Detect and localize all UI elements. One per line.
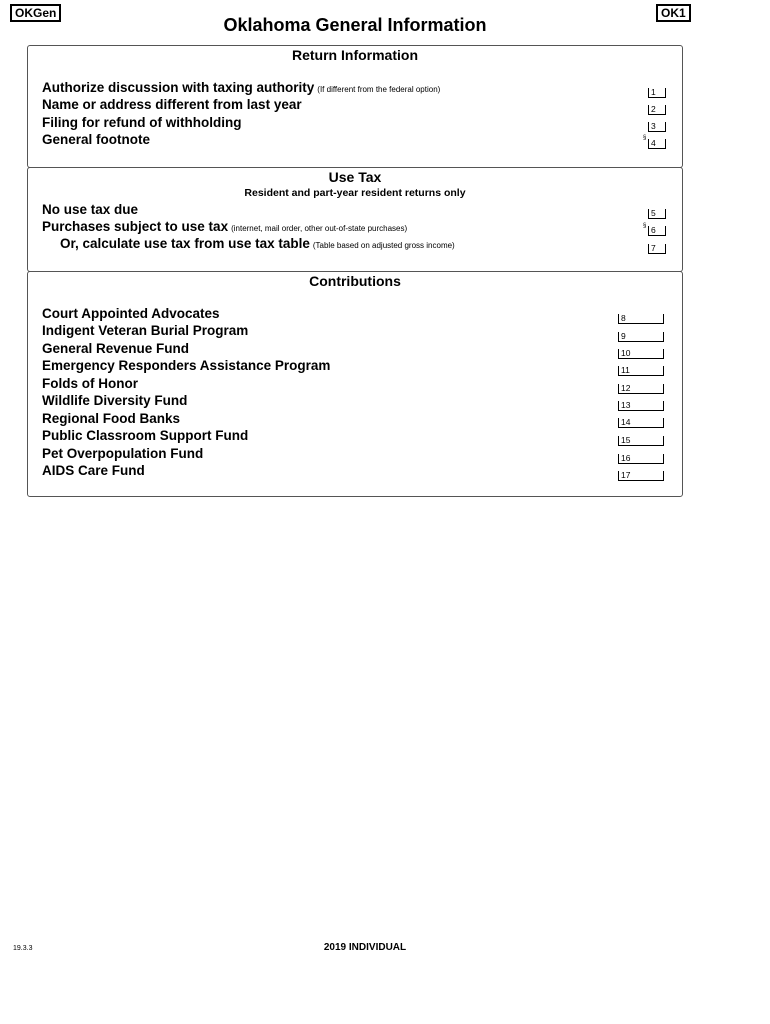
field-box-13[interactable] (618, 401, 664, 411)
field-box-12[interactable] (618, 384, 664, 394)
field-number: 3 (651, 121, 656, 131)
row-label-authorize-discussion (42, 80, 440, 95)
row-label-general-revenue-fund (42, 341, 189, 356)
row-label-text: Purchases subject to use tax (42, 219, 229, 234)
row-label-text: No use tax due (42, 202, 139, 217)
footnote-marker: § (643, 135, 647, 141)
field-number: 11 (621, 365, 630, 375)
use-tax-section (27, 167, 683, 272)
form-tag-ok1: OK1 (656, 4, 691, 22)
row-label-emergency-responders (42, 358, 330, 373)
page-title: Oklahoma General Information (223, 15, 487, 35)
row-label-text: Pet Overpopulation Fund (42, 446, 204, 461)
field-number: 9 (621, 331, 626, 341)
field-box-7[interactable] (648, 244, 666, 254)
row-label-text: Or, calculate use tax from use tax table (60, 236, 310, 251)
row-label-public-classroom-support (42, 428, 248, 443)
field-number: 7 (651, 243, 656, 253)
row-note: (internet, mail order, other out-of-state purchases) (231, 224, 408, 233)
row-label-folds-of-honor (42, 376, 138, 391)
field-box-1[interactable] (648, 88, 666, 98)
field-box-9[interactable] (618, 332, 664, 342)
row-label-pet-overpopulation-fund (42, 446, 203, 461)
field-number: 5 (651, 208, 656, 218)
row-label-court-appointed-advocates (42, 306, 220, 321)
row-label-name-address-different (42, 97, 302, 112)
contributions-section (27, 271, 683, 497)
form-tag-okgen: OKGen (10, 4, 61, 22)
field-box-17[interactable] (618, 471, 664, 481)
field-box-6[interactable] (648, 226, 666, 236)
field-box-15[interactable] (618, 436, 664, 446)
row-label-text: Indigent Veteran Burial Program (42, 323, 249, 338)
row-note: (Table based on adjusted gross income) (312, 241, 455, 250)
row-label-text: Public Classroom Support Fund (42, 428, 249, 443)
field-box-2[interactable] (648, 105, 666, 115)
field-box-4[interactable] (648, 139, 666, 149)
row-label-text: Name or address different from last year (42, 97, 302, 112)
row-label-purchases-use-tax (42, 219, 407, 234)
form-type-label: 2019 INDIVIDUAL (323, 942, 407, 953)
row-label-no-use-tax (42, 202, 138, 217)
row-label-indigent-veteran-burial (42, 323, 248, 338)
section-title-contributions: Contributions (309, 273, 401, 289)
row-label-text: Court Appointed Advocates (42, 306, 220, 321)
row-label-text: Wildlife Diversity Fund (42, 393, 188, 408)
section-title-return-information: Return Information (292, 47, 418, 63)
row-label-filing-refund (42, 115, 241, 130)
field-number: 6 (651, 225, 656, 235)
row-label-text: AIDS Care Fund (42, 463, 145, 478)
field-box-3[interactable] (648, 122, 666, 132)
field-number: 2 (651, 104, 656, 114)
field-box-5[interactable] (648, 209, 666, 219)
field-number: 4 (651, 138, 656, 148)
section-title-use-tax: Use Tax (328, 169, 382, 185)
field-box-11[interactable] (618, 366, 664, 376)
version-number: 19.3.3 (13, 945, 33, 952)
row-label-aids-care-fund (42, 463, 145, 478)
footnote-marker: § (643, 223, 647, 229)
row-label-text: Regional Food Banks (42, 411, 181, 426)
field-box-10[interactable] (618, 349, 664, 359)
section-subtitle-use-tax: Resident and part-year resident returns only (244, 187, 466, 199)
row-label-text: Emergency Responders Assistance Program (42, 358, 331, 373)
return-information-section (27, 45, 683, 168)
row-label-text: General footnote (42, 132, 151, 147)
field-number: 13 (621, 400, 631, 410)
field-number: 8 (621, 313, 626, 323)
field-number: 17 (621, 470, 631, 480)
row-label-general-footnote (42, 132, 150, 147)
row-note: (If different from the federal option) (317, 85, 441, 94)
row-label-text: General Revenue Fund (42, 341, 190, 356)
field-number: 1 (651, 87, 656, 97)
field-box-8[interactable] (618, 314, 664, 324)
row-label-text: Filing for refund of withholding (42, 115, 242, 130)
field-number: 12 (621, 383, 631, 393)
row-label-calculate-use-tax (60, 236, 455, 251)
field-box-16[interactable] (618, 454, 664, 464)
field-box-14[interactable] (618, 418, 664, 428)
field-number: 14 (621, 417, 631, 427)
row-label-text: Folds of Honor (42, 376, 138, 391)
row-label-text: Authorize discussion with taxing authority (42, 80, 315, 95)
row-label-wildlife-diversity-fund (42, 393, 187, 408)
row-label-regional-food-banks (42, 411, 180, 426)
field-number: 16 (621, 453, 631, 463)
field-number: 15 (621, 435, 631, 445)
field-number: 10 (621, 348, 631, 358)
